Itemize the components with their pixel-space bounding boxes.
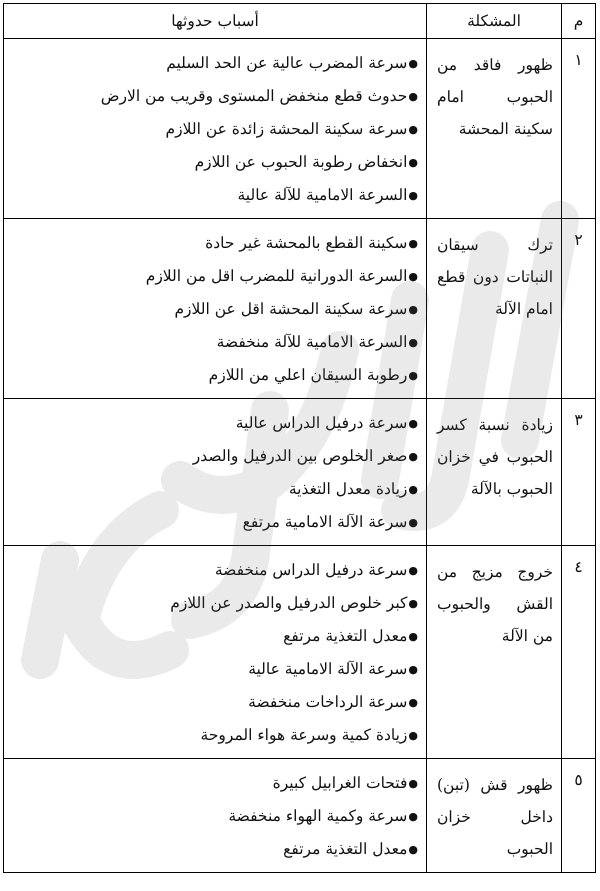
- list-item: [10, 506, 418, 539]
- cause-text: انخفاض رطوبة الحبوب عن اللازم: [194, 153, 408, 171]
- cause-text: معدل التغذية مرتفع: [283, 627, 408, 645]
- bullet-icon: ●: [408, 630, 418, 643]
- causes-list: [4, 399, 426, 545]
- causes-cell: [4, 399, 427, 546]
- list-item: [10, 620, 418, 653]
- table-row: [4, 546, 596, 759]
- list-item: [10, 293, 418, 326]
- bullet-icon: ●: [408, 777, 418, 790]
- cause-text: سرعة الآلة الامامية مرتفع: [242, 513, 408, 531]
- bullet-icon: ●: [408, 696, 418, 709]
- list-item: [10, 554, 418, 587]
- problem-text: زيادة نسبة كسر الحبوب في خزان الحبوب بالآلة: [427, 399, 562, 546]
- cause-text: سرعة سكينة المحشة زائدة عن اللازم: [165, 120, 408, 138]
- cause-text: سرعة درفيل الدراس عالية: [235, 414, 408, 432]
- bullet-icon: ●: [408, 336, 418, 349]
- bullet-icon: ●: [408, 516, 418, 529]
- cause-text: سرعة سكينة المحشة اقل عن اللازم: [174, 300, 408, 318]
- troubleshooting-table: [3, 3, 596, 873]
- row-number: ٥: [562, 759, 596, 873]
- bullet-icon: ●: [408, 123, 418, 136]
- cause-text: سرعة وكمية الهواء منخفضة: [228, 807, 408, 825]
- list-item: [10, 179, 418, 212]
- causes-cell: [4, 219, 427, 399]
- list-item: [10, 719, 418, 752]
- cause-text: سكينة القطع بالمحشة غير حادة: [205, 234, 408, 252]
- list-item: [10, 113, 418, 146]
- list-item: [10, 833, 418, 866]
- row-number: ٢: [562, 219, 596, 399]
- list-item: [10, 47, 418, 80]
- row-number: ٤: [562, 546, 596, 759]
- bullet-icon: ●: [408, 90, 418, 103]
- causes-list: [4, 759, 426, 872]
- cause-text: السرعة الامامية للآلة منخفضة: [216, 333, 408, 351]
- cause-text: سرعة الرداخات منخفضة: [248, 693, 408, 711]
- cause-text: كبر خلوص الدرفيل والصدر عن اللازم: [170, 594, 408, 612]
- problem-text: خروج مزيج من القش والحبوب من الآلة: [427, 546, 562, 759]
- cause-text: حدوث قطع منخفض المستوى وقريب من الارض: [100, 87, 408, 105]
- list-item: [10, 440, 418, 473]
- header-problem: المشكلة: [427, 4, 562, 39]
- problem-text: ظهور قش (تبن) داخل خزان الحبوب: [427, 759, 562, 873]
- problem-text: ظهور فاقد من الحبوب امام سكينة المحشة: [427, 39, 562, 219]
- list-item: [10, 227, 418, 260]
- row-number: ١: [562, 39, 596, 219]
- cause-text: معدل التغذية مرتفع: [283, 840, 408, 858]
- cause-text: السرعة الدورانية للمضرب اقل من اللازم: [145, 267, 408, 285]
- cause-text: سرعة الآلة الامامية عالية: [248, 660, 408, 678]
- list-item: [10, 800, 418, 833]
- causes-list: [4, 39, 426, 218]
- bullet-icon: ●: [408, 303, 418, 316]
- list-item: [10, 260, 418, 293]
- cause-text: زيادة كمية وسرعة هواء المروحة: [200, 726, 408, 744]
- list-item: [10, 767, 418, 800]
- header-causes: أسباب حدوثها: [4, 4, 427, 39]
- list-item: [10, 587, 418, 620]
- bullet-icon: ●: [408, 564, 418, 577]
- problem-text: ترك سيقان النباتات دون قطع امام الآلة: [427, 219, 562, 399]
- row-number: ٣: [562, 399, 596, 546]
- cause-text: السرعة الامامية للآلة عالية: [237, 186, 408, 204]
- cause-text: فتحات الغرابيل كبيرة: [272, 774, 408, 792]
- list-item: [10, 653, 418, 686]
- list-item: [10, 686, 418, 719]
- list-item: [10, 407, 418, 440]
- cause-text: صغر الخلوص بين الدرفيل والصدر: [192, 447, 408, 465]
- bullet-icon: ●: [408, 663, 418, 676]
- list-item: [10, 326, 418, 359]
- bullet-icon: ●: [408, 729, 418, 742]
- causes-list: [4, 546, 426, 758]
- bullet-icon: ●: [408, 597, 418, 610]
- bullet-icon: ●: [408, 417, 418, 430]
- cause-text: سرعة المضرب عالية عن الحد السليم: [166, 54, 408, 72]
- table-row: [4, 39, 596, 219]
- causes-cell: [4, 546, 427, 759]
- bullet-icon: ●: [408, 57, 418, 70]
- list-item: [10, 359, 418, 392]
- bullet-icon: ●: [408, 450, 418, 463]
- cause-text: زيادة معدل التغذية: [288, 480, 408, 498]
- bullet-icon: ●: [408, 810, 418, 823]
- bullet-icon: ●: [408, 189, 418, 202]
- table-header-row: [4, 4, 596, 39]
- bullet-icon: ●: [408, 156, 418, 169]
- table-row: [4, 399, 596, 546]
- cause-text: سرعة درفيل الدراس منخفضة: [214, 561, 408, 579]
- causes-list: [4, 219, 426, 398]
- list-item: [10, 473, 418, 506]
- table-row: [4, 219, 596, 399]
- bullet-icon: ●: [408, 843, 418, 856]
- causes-cell: [4, 759, 427, 873]
- list-item: [10, 80, 418, 113]
- cause-text: رطوبة السيقان اعلي من اللازم: [208, 366, 408, 384]
- bullet-icon: ●: [408, 483, 418, 496]
- bullet-icon: ●: [408, 237, 418, 250]
- causes-cell: [4, 39, 427, 219]
- bullet-icon: ●: [408, 369, 418, 382]
- list-item: [10, 146, 418, 179]
- header-number: م: [562, 4, 596, 39]
- table-body: [4, 39, 596, 873]
- bullet-icon: ●: [408, 270, 418, 283]
- table-row: [4, 759, 596, 873]
